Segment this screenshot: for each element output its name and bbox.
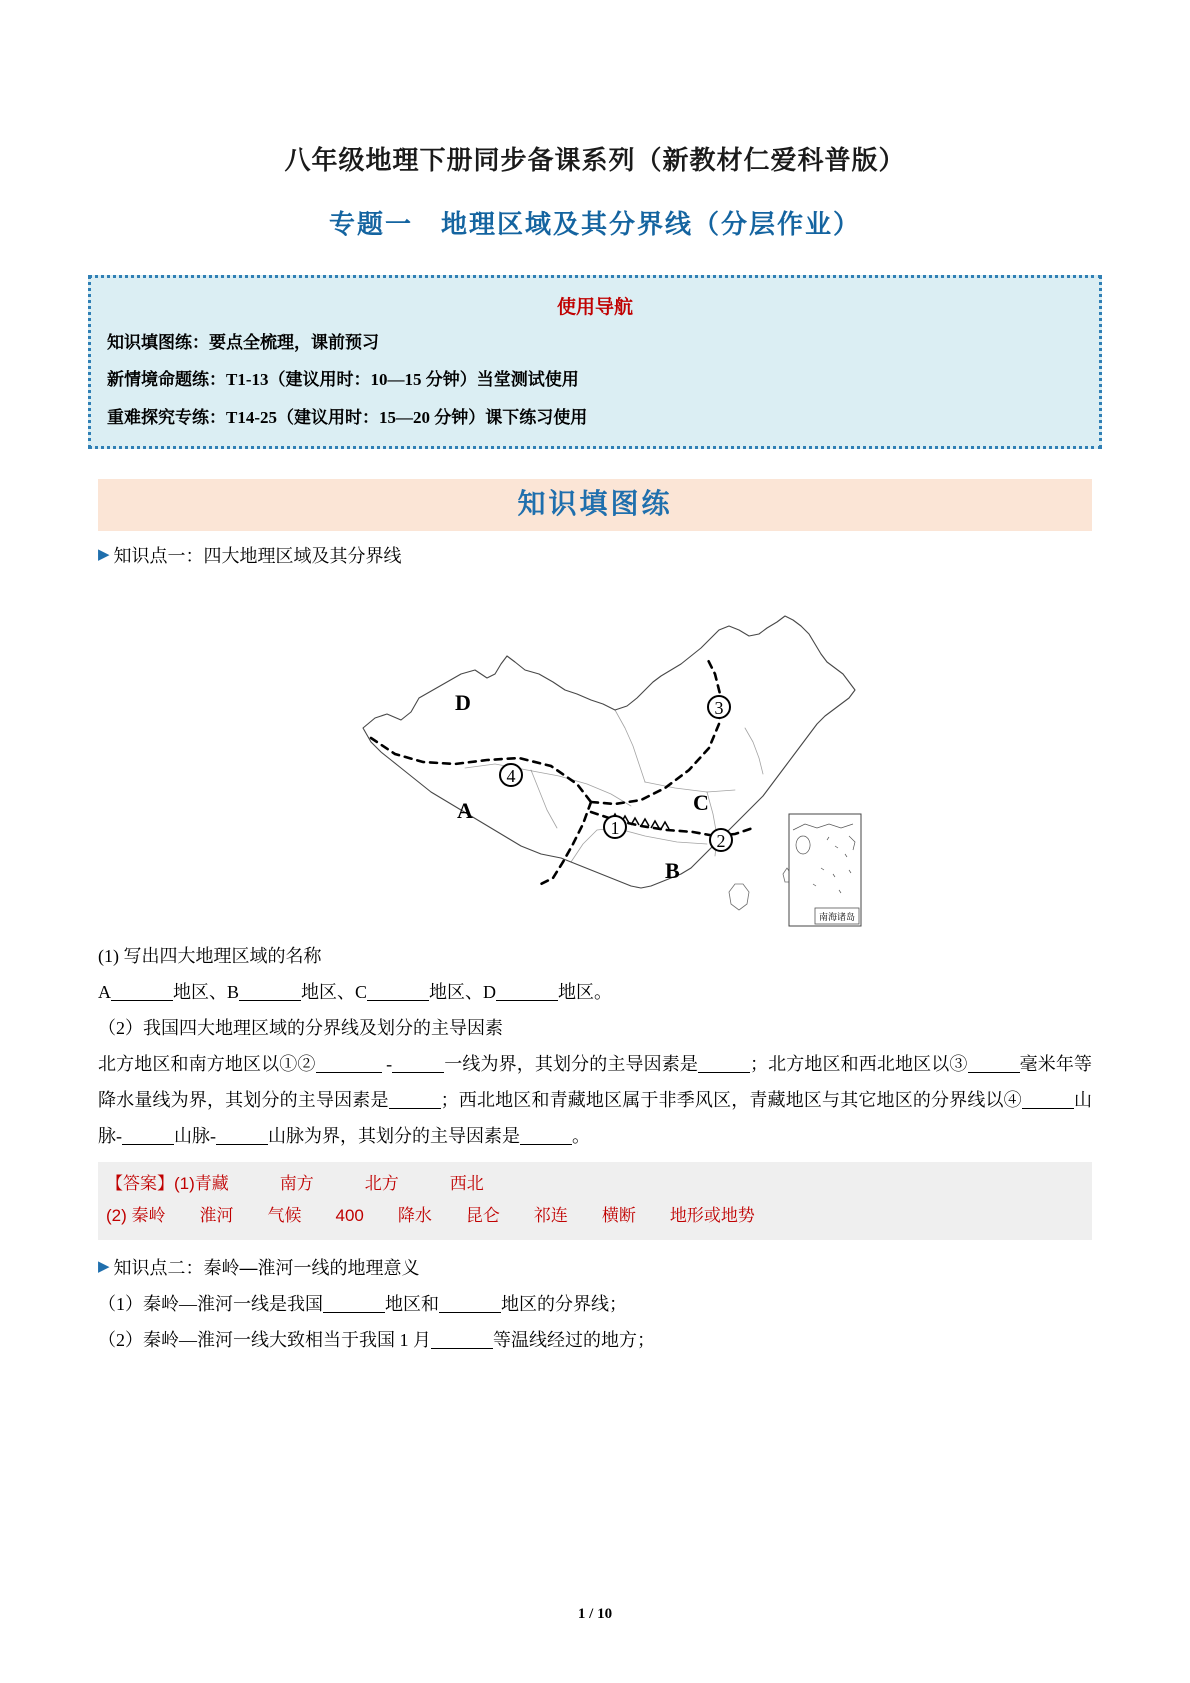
q2-seg-2: - <box>381 1053 393 1074</box>
china-regions-map <box>0 578 1190 938</box>
map-marker-2: 2 <box>716 830 726 851</box>
q2-blank-7[interactable] <box>122 1126 174 1145</box>
page-footer: 1 / 10 <box>577 1606 613 1622</box>
answer-1-4: 西北 <box>449 1173 484 1193</box>
answer-2-5: 降水 <box>397 1205 432 1225</box>
q1-blank-b[interactable] <box>239 982 301 1001</box>
question-3-line-1 <box>98 1286 1092 1322</box>
page-title-main: 八年级地理下册同步备课系列（新教材仁爱科普版） <box>284 146 906 175</box>
map-region-label-C: C <box>693 789 709 815</box>
map-region-label-B: B <box>665 857 680 883</box>
triangle-bullet-icon-2: ▶ <box>98 1258 110 1276</box>
q2-blank-3[interactable] <box>698 1054 750 1073</box>
answer-2-1: 秦岭 <box>131 1205 166 1225</box>
q2-seg-9: 山脉为界，其划分的主导因素是 <box>268 1125 520 1146</box>
q1-part-end: 地区。 <box>558 981 613 1002</box>
q2-seg-6: ；西北地区和青藏地区属于非季风区，青藏地区与其它地区的分界线以④ <box>440 1089 1022 1110</box>
q3-l1-seg2: 地区和 <box>385 1293 439 1314</box>
page-title-sub: 专题一 地理区域及其分界线（分层作业） <box>328 210 861 239</box>
answer-1-3: 北方 <box>364 1173 399 1193</box>
answer-2-4: 400 <box>335 1205 364 1225</box>
usage-navigation-box <box>88 275 1102 449</box>
question-1-blanks-line <box>98 974 1092 1010</box>
china-map-svg <box>315 578 875 938</box>
answer-row1-prefix: (1) <box>174 1173 195 1193</box>
answer-2-2: 淮河 <box>199 1205 234 1225</box>
map-inset-south-china-sea <box>789 814 861 926</box>
map-region-label-D: D <box>455 689 471 715</box>
knowledge-point-2-heading <box>98 1254 1190 1280</box>
answer-2-6: 昆仑 <box>465 1205 500 1225</box>
answer-2-7: 祁连 <box>533 1205 568 1225</box>
map-marker-4: 4 <box>506 765 516 786</box>
q2-seg-5: 毫米年等降水量线为界，其划分的主导因素是 <box>98 1053 1092 1110</box>
question-3-line-2 <box>98 1322 1092 1358</box>
q3-blank-2[interactable] <box>439 1294 501 1313</box>
q3-l2-seg2: 等温线经过的地方； <box>493 1329 655 1350</box>
question-2-paragraph <box>98 1046 1092 1154</box>
usage-navigation-line-1: 知识填图练：要点全梳理，课前预习 <box>107 333 379 352</box>
q3-blank-1[interactable] <box>323 1294 385 1313</box>
section-banner <box>98 479 1092 531</box>
section-banner-title: 知识填图练 <box>517 488 673 520</box>
q2-seg-7: 山脉- <box>98 1089 1093 1146</box>
knowledge-point-1-label: 知识点一：四大地理区域及其分界线 <box>113 545 402 566</box>
answer-label: 【答案】 <box>106 1173 174 1193</box>
q3-l2-seg1: （2）秦岭—淮河一线大致相当于我国 1 月 <box>98 1329 431 1350</box>
q1-blank-c[interactable] <box>367 982 429 1001</box>
q2-blank-4[interactable] <box>968 1054 1020 1073</box>
q2-blank-9[interactable] <box>520 1126 572 1145</box>
q3-blank-3[interactable] <box>431 1330 493 1349</box>
q1-part-a: A <box>98 981 111 1002</box>
usage-navigation-line-3: 重难探究专练：T14-25（建议用时：15—20 分钟）课下练习使用 <box>107 407 588 427</box>
answer-2-8: 横断 <box>601 1205 636 1225</box>
q3-l1-seg3: 地区的分界线； <box>501 1293 627 1314</box>
q2-blank-1[interactable] <box>316 1054 382 1073</box>
question-2-prompt: （2）我国四大地理区域的分界线及划分的主导因素 <box>98 1017 503 1038</box>
map-region-label-A: A <box>457 797 473 823</box>
answer-1-1: 青藏 <box>194 1173 229 1193</box>
q2-seg-3: 一线为界，其划分的主导因素是 <box>444 1053 698 1074</box>
q1-part-d: 地区、D <box>429 981 497 1002</box>
answer-row-1 <box>106 1168 1084 1200</box>
q1-blank-d[interactable] <box>496 982 558 1001</box>
map-inset-label: 南海诸岛 <box>818 911 856 922</box>
map-marker-1: 1 <box>610 817 620 838</box>
answer-row2-prefix: (2) <box>106 1205 127 1225</box>
q2-seg-1: 北方地区和南方地区以①② <box>98 1053 316 1074</box>
usage-navigation-heading: 使用导航 <box>556 297 633 318</box>
answer-2-3: 气候 <box>267 1205 302 1225</box>
map-marker-3: 3 <box>714 697 724 718</box>
answer-row-2 <box>106 1200 1084 1232</box>
q2-blank-8[interactable] <box>216 1126 268 1145</box>
q2-seg-8: 山脉- <box>174 1125 216 1146</box>
question-1-prompt: (1) 写出四大地理区域的名称 <box>98 945 322 966</box>
answer-block <box>98 1162 1092 1240</box>
q3-l1-seg1: （1）秦岭—淮河一线是我国 <box>98 1293 323 1314</box>
triangle-bullet-icon: ▶ <box>98 546 110 564</box>
q2-seg-4: ；北方地区和西北地区以③ <box>750 1053 968 1074</box>
knowledge-point-1-heading <box>98 542 1190 568</box>
q2-blank-2[interactable] <box>392 1054 444 1073</box>
usage-navigation-line-2: 新情境命题练：T1-13（建议用时：10—15 分钟）当堂测试使用 <box>107 370 579 390</box>
knowledge-point-2-label: 知识点二：秦岭—淮河一线的地理意义 <box>113 1257 420 1278</box>
answer-2-9: 地形或地势 <box>669 1205 755 1225</box>
q2-blank-6[interactable] <box>1022 1090 1074 1109</box>
q2-seg-10: 。 <box>572 1125 590 1146</box>
answer-1-2: 南方 <box>279 1173 314 1193</box>
q1-part-c: 地区、C <box>301 981 368 1002</box>
q1-blank-a[interactable] <box>111 982 173 1001</box>
q2-blank-5[interactable] <box>389 1090 441 1109</box>
q1-part-b: 地区、B <box>173 981 240 1002</box>
